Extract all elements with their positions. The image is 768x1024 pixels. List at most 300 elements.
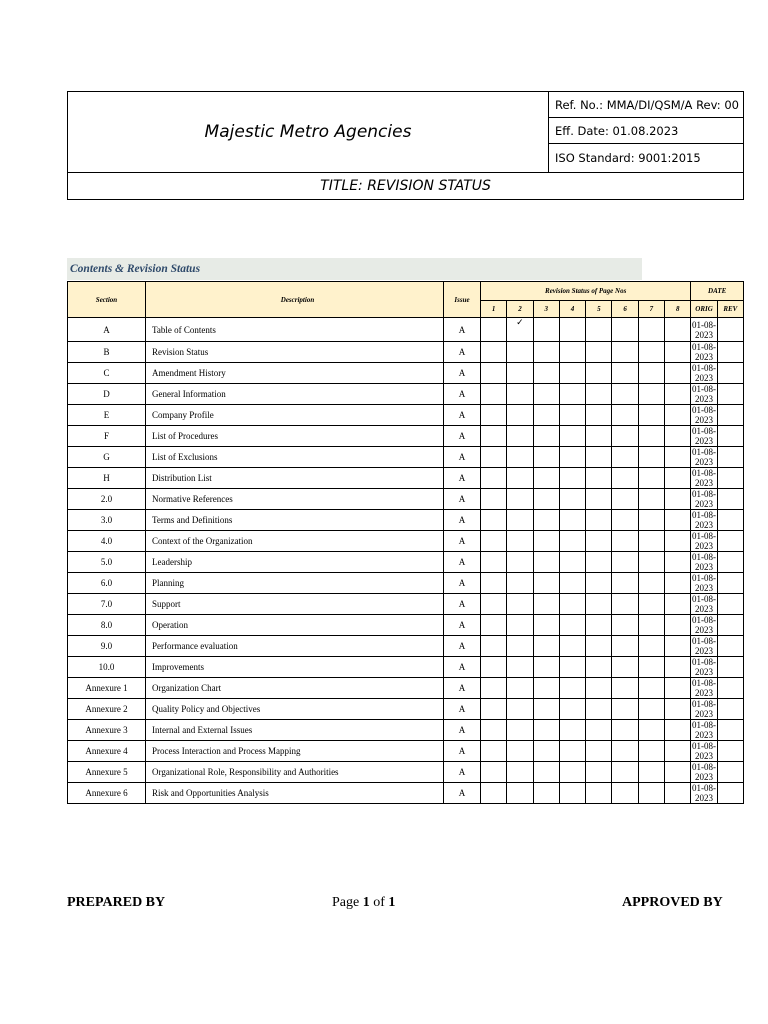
page-status-cell <box>507 342 533 363</box>
page-number-header: 8 <box>665 301 691 318</box>
orig-date-cell: 01-08-2023 <box>692 783 717 803</box>
table-row <box>68 342 744 363</box>
table-row <box>68 699 744 720</box>
page-status-cell <box>586 678 612 699</box>
page-status-cell <box>612 531 638 552</box>
section-cell: 10.0 <box>68 657 146 678</box>
page-status-cell <box>481 699 507 720</box>
page-status-cell <box>507 720 533 741</box>
page-of-word: of <box>369 895 389 910</box>
page-number-header: 7 <box>638 301 664 318</box>
section-cell: 8.0 <box>68 615 146 636</box>
section-cell: 3.0 <box>68 510 146 531</box>
issue-cell: A <box>444 573 481 594</box>
issue-cell: A <box>444 552 481 573</box>
issue-cell: A <box>444 405 481 426</box>
page-status-cell <box>665 489 691 510</box>
page-status-cell <box>481 615 507 636</box>
page-total: 1 <box>388 895 396 910</box>
page-status-cell <box>665 384 691 405</box>
table-row <box>68 615 744 636</box>
page-status-cell <box>665 447 691 468</box>
page-status-cell <box>507 615 533 636</box>
page-status-cell <box>586 342 612 363</box>
page-status-cell <box>559 636 585 657</box>
section-cell: G <box>68 447 146 468</box>
section-cell: 9.0 <box>68 636 146 657</box>
issue-cell: A <box>444 615 481 636</box>
issue-cell: A <box>444 636 481 657</box>
rev-date-cell <box>717 636 743 657</box>
page-status-cell <box>638 384 664 405</box>
page-status-cell <box>638 573 664 594</box>
page-status-cell <box>559 762 585 783</box>
col-section-header: Section <box>68 282 146 318</box>
orig-date-cell: 01-08-2023 <box>692 678 717 698</box>
approved-by-label: APPROVED BY <box>622 895 723 910</box>
page-status-cell <box>533 405 559 426</box>
rev-date-cell <box>717 531 743 552</box>
page-status-cell <box>507 783 533 804</box>
page-status-cell <box>665 762 691 783</box>
table-row <box>68 384 744 405</box>
page-status-cell <box>559 510 585 531</box>
rev-date-cell <box>717 552 743 573</box>
page-status-cell <box>612 636 638 657</box>
page-status-cell <box>533 762 559 783</box>
section-cell: 6.0 <box>68 573 146 594</box>
issue-cell: A <box>444 762 481 783</box>
page-status-cell <box>481 531 507 552</box>
issue-cell: A <box>444 783 481 804</box>
orig-date-cell: 01-08-2023 <box>692 426 717 446</box>
page-status-cell <box>612 447 638 468</box>
page-status-cell <box>665 699 691 720</box>
page-status-cell <box>665 573 691 594</box>
page-status-cell <box>612 699 638 720</box>
page-status-cell <box>638 468 664 489</box>
orig-date-cell: 01-08-2023 <box>692 762 717 782</box>
page-status-cell <box>507 318 533 342</box>
page-status-cell <box>638 531 664 552</box>
page-status-cell <box>559 426 585 447</box>
page-status-cell <box>481 573 507 594</box>
page-status-cell <box>481 468 507 489</box>
page-status-cell <box>481 342 507 363</box>
rev-date-cell <box>717 699 743 720</box>
page-status-cell <box>665 594 691 615</box>
page-status-cell <box>559 594 585 615</box>
orig-date-cell: 01-08-2023 <box>692 699 717 719</box>
page-status-cell <box>533 741 559 762</box>
orig-date-cell: 01-08-2023 <box>692 720 717 740</box>
page-status-cell <box>638 594 664 615</box>
page-status-cell <box>665 678 691 699</box>
rev-date-cell <box>717 573 743 594</box>
page-status-cell <box>559 783 585 804</box>
page-status-cell <box>612 657 638 678</box>
rev-date-cell <box>717 678 743 699</box>
rev-date-cell <box>717 657 743 678</box>
page-status-cell <box>507 636 533 657</box>
page-status-cell <box>533 636 559 657</box>
page-status-cell <box>481 447 507 468</box>
rev-date-cell <box>717 594 743 615</box>
document-title: TITLE: REVISION STATUS <box>68 172 743 199</box>
orig-date-cell: 01-08-2023 <box>692 384 717 404</box>
page-status-cell <box>586 552 612 573</box>
page-status-cell <box>665 426 691 447</box>
page-status-cell <box>559 678 585 699</box>
orig-date-cell: 01-08-2023 <box>692 510 717 530</box>
issue-cell: A <box>444 657 481 678</box>
table-row <box>68 363 744 384</box>
page-number-header: 1 <box>481 301 507 318</box>
page-status-cell <box>586 468 612 489</box>
page-status-cell <box>533 531 559 552</box>
description-cell: Organizational Role, Responsibility and Authorities <box>146 762 444 783</box>
table-row <box>68 468 744 489</box>
page-word: Page <box>332 895 363 910</box>
rev-date-cell <box>717 405 743 426</box>
rev-date-cell <box>717 447 743 468</box>
orig-date-cell: 01-08-2023 <box>692 363 717 383</box>
page-status-cell <box>612 363 638 384</box>
section-cell: C <box>68 363 146 384</box>
rev-date-cell <box>717 510 743 531</box>
page-status-cell <box>612 552 638 573</box>
rev-date-cell <box>717 489 743 510</box>
page-status-cell <box>559 615 585 636</box>
page-status-cell <box>586 573 612 594</box>
page-status-cell <box>612 384 638 405</box>
page-status-cell <box>533 318 559 342</box>
page-status-cell <box>586 510 612 531</box>
page-status-cell <box>612 762 638 783</box>
table-row <box>68 426 744 447</box>
page-status-cell <box>481 405 507 426</box>
page-status-cell <box>638 657 664 678</box>
issue-cell: A <box>444 363 481 384</box>
issue-cell: A <box>444 468 481 489</box>
page-status-cell <box>665 342 691 363</box>
page-status-cell <box>507 510 533 531</box>
table-row <box>68 552 744 573</box>
table-row <box>68 594 744 615</box>
section-cell: Annexure 1 <box>68 678 146 699</box>
page-status-cell <box>533 342 559 363</box>
page-status-cell <box>559 720 585 741</box>
page-status-cell <box>612 489 638 510</box>
issue-cell: A <box>444 699 481 720</box>
section-heading: Contents & Revision Status <box>67 258 642 280</box>
page-status-cell <box>586 405 612 426</box>
page-status-cell <box>533 720 559 741</box>
page-status-cell <box>559 318 585 342</box>
section-cell: A <box>68 318 146 342</box>
rev-date-cell <box>717 426 743 447</box>
page-status-cell <box>533 783 559 804</box>
page-status-cell <box>612 405 638 426</box>
issue-cell: A <box>444 384 481 405</box>
page-status-cell <box>533 468 559 489</box>
page-status-cell <box>586 615 612 636</box>
page-status-cell <box>507 678 533 699</box>
page-status-cell <box>481 657 507 678</box>
page-status-cell <box>586 594 612 615</box>
page-status-cell <box>507 405 533 426</box>
orig-date-cell: 01-08-2023 <box>692 552 717 572</box>
issue-cell: A <box>444 318 481 342</box>
page-status-cell <box>507 552 533 573</box>
table-row <box>68 510 744 531</box>
page-status-cell <box>638 783 664 804</box>
table-row <box>68 447 744 468</box>
page-number-header: 3 <box>533 301 559 318</box>
page-status-cell <box>533 573 559 594</box>
page-number-header: 4 <box>559 301 585 318</box>
page-status-cell <box>481 762 507 783</box>
section-cell: 7.0 <box>68 594 146 615</box>
col-description-header: Description <box>146 282 444 318</box>
orig-date-cell: 01-08-2023 <box>692 531 717 551</box>
page-status-cell <box>612 720 638 741</box>
table-row <box>68 720 744 741</box>
page-status-cell <box>559 573 585 594</box>
page-status-cell <box>533 552 559 573</box>
issue-cell: A <box>444 342 481 363</box>
description-cell: Company Profile <box>146 405 444 426</box>
page-status-cell <box>559 552 585 573</box>
issue-cell: A <box>444 741 481 762</box>
col-orig-header: ORIG <box>691 301 717 318</box>
description-cell: Normative References <box>146 489 444 510</box>
col-issue-header: Issue <box>444 282 481 318</box>
description-cell: Amendment History <box>146 363 444 384</box>
page-status-cell <box>559 384 585 405</box>
issue-cell: A <box>444 447 481 468</box>
table-row <box>68 573 744 594</box>
page-status-cell <box>665 783 691 804</box>
section-cell: H <box>68 468 146 489</box>
page-status-cell <box>533 678 559 699</box>
page-status-cell <box>586 363 612 384</box>
page-status-cell <box>638 699 664 720</box>
issue-cell: A <box>444 489 481 510</box>
page-status-cell <box>507 594 533 615</box>
rev-date-cell <box>717 342 743 363</box>
page-status-cell <box>559 468 585 489</box>
page-status-cell <box>481 783 507 804</box>
page-status-cell <box>586 318 612 342</box>
iso-standard: ISO Standard: 9001:2015 <box>555 151 701 165</box>
page-status-cell <box>665 720 691 741</box>
description-cell: Operation <box>146 615 444 636</box>
page-status-cell <box>665 405 691 426</box>
orig-date-cell: 01-08-2023 <box>692 657 717 677</box>
description-cell: Process Interaction and Process Mapping <box>146 741 444 762</box>
page-status-cell <box>507 573 533 594</box>
issue-cell: A <box>444 531 481 552</box>
page-status-cell <box>533 384 559 405</box>
rev-date-cell <box>717 720 743 741</box>
rev-date-cell <box>717 741 743 762</box>
page-status-cell <box>533 363 559 384</box>
page-status-cell <box>507 699 533 720</box>
table-row <box>68 678 744 699</box>
page-status-cell <box>533 447 559 468</box>
page-status-cell <box>586 783 612 804</box>
page-status-cell <box>533 594 559 615</box>
description-cell: Context of the Organization <box>146 531 444 552</box>
page-status-cell <box>507 657 533 678</box>
page-status-cell <box>586 447 612 468</box>
page-status-cell <box>665 636 691 657</box>
table-row <box>68 318 744 342</box>
page-status-cell <box>638 741 664 762</box>
page-status-cell <box>586 741 612 762</box>
table-row <box>68 783 744 804</box>
col-revision-status-header: Revision Status of Page Nos <box>481 282 691 301</box>
ref-number: Ref. No.: MMA/DI/QSM/A Rev: 00 <box>549 92 743 118</box>
page-status-cell <box>665 531 691 552</box>
page-status-cell <box>559 363 585 384</box>
section-cell: D <box>68 384 146 405</box>
page-status-cell <box>481 318 507 342</box>
page-status-cell <box>612 342 638 363</box>
page-status-cell <box>586 489 612 510</box>
page-status-cell <box>612 678 638 699</box>
rev-date-cell <box>717 384 743 405</box>
page-status-cell <box>612 594 638 615</box>
section-cell: Annexure 3 <box>68 720 146 741</box>
page-status-cell <box>586 384 612 405</box>
page-status-cell <box>638 318 664 342</box>
page-number-header: 6 <box>612 301 638 318</box>
page-status-cell <box>665 657 691 678</box>
page-status-cell <box>481 384 507 405</box>
page-status-cell <box>481 741 507 762</box>
page-status-cell <box>507 384 533 405</box>
prepared-by-label: PREPARED BY <box>67 895 166 910</box>
page-status-cell <box>507 363 533 384</box>
page-status-cell <box>559 447 585 468</box>
table-row <box>68 741 744 762</box>
page-status-cell <box>507 468 533 489</box>
page-status-cell <box>638 447 664 468</box>
effective-date: Eff. Date: 01.08.2023 <box>549 118 743 144</box>
issue-cell: A <box>444 678 481 699</box>
description-cell: Internal and External Issues <box>146 720 444 741</box>
orig-date-cell: 01-08-2023 <box>692 489 717 509</box>
page-status-cell <box>586 636 612 657</box>
page-current: 1 <box>362 895 370 910</box>
section-cell: E <box>68 405 146 426</box>
document-meta <box>549 92 743 172</box>
page-status-cell <box>612 510 638 531</box>
page-status-cell <box>638 762 664 783</box>
description-cell: Planning <box>146 573 444 594</box>
section-cell: F <box>68 426 146 447</box>
check-mark-icon: ✓ <box>516 317 524 327</box>
page-status-cell <box>612 573 638 594</box>
description-cell: Quality Policy and Objectives <box>146 699 444 720</box>
section-cell: 2.0 <box>68 489 146 510</box>
page-status-cell <box>638 405 664 426</box>
page-status-cell <box>481 363 507 384</box>
page-status-cell <box>533 489 559 510</box>
section-cell: 4.0 <box>68 531 146 552</box>
page-status-cell <box>559 657 585 678</box>
description-cell: Improvements <box>146 657 444 678</box>
table-row <box>68 405 744 426</box>
rev-date-cell <box>717 363 743 384</box>
page-status-cell <box>665 363 691 384</box>
issue-cell: A <box>444 720 481 741</box>
page-status-cell <box>507 762 533 783</box>
orig-date-cell: 01-08-2023 <box>692 573 717 593</box>
page-status-cell <box>665 318 691 342</box>
table-body <box>68 318 744 804</box>
page-status-cell <box>612 426 638 447</box>
rev-date-cell <box>717 468 743 489</box>
orig-date-cell: 01-08-2023 <box>692 594 717 614</box>
page-status-cell <box>586 426 612 447</box>
description-cell: Distribution List <box>146 468 444 489</box>
page-status-cell <box>481 720 507 741</box>
table-row <box>68 531 744 552</box>
page-status-cell <box>507 531 533 552</box>
orig-date-cell: 01-08-2023 <box>692 741 717 761</box>
page-number-header: 2 <box>507 301 533 318</box>
page-status-cell <box>638 342 664 363</box>
section-cell: Annexure 2 <box>68 699 146 720</box>
page-status-cell <box>586 531 612 552</box>
issue-cell: A <box>444 594 481 615</box>
page-status-cell <box>586 657 612 678</box>
page-status-cell <box>481 636 507 657</box>
page-status-cell <box>481 678 507 699</box>
page-status-cell <box>559 489 585 510</box>
description-cell: General Information <box>146 384 444 405</box>
page-status-cell <box>533 426 559 447</box>
page-status-cell <box>612 468 638 489</box>
document-header <box>67 91 744 200</box>
description-cell: Revision Status <box>146 342 444 363</box>
rev-date-cell <box>717 783 743 804</box>
table-row <box>68 636 744 657</box>
page-status-cell <box>559 342 585 363</box>
issue-cell: A <box>444 510 481 531</box>
description-cell: Risk and Opportunities Analysis <box>146 783 444 804</box>
description-cell: Support <box>146 594 444 615</box>
page-status-cell <box>612 615 638 636</box>
company-name: Majestic Metro Agencies <box>68 92 549 172</box>
description-cell: List of Exclusions <box>146 447 444 468</box>
page-status-cell <box>507 489 533 510</box>
page-status-cell <box>559 741 585 762</box>
page-status-cell <box>481 552 507 573</box>
page-status-cell <box>665 510 691 531</box>
page-status-cell <box>481 489 507 510</box>
page-status-cell <box>638 720 664 741</box>
orig-date-cell: 01-08-2023 <box>692 447 717 467</box>
page-status-cell <box>481 594 507 615</box>
orig-date-cell: 01-08-2023 <box>692 405 717 425</box>
page-status-cell <box>638 678 664 699</box>
table-row <box>68 657 744 678</box>
description-cell: List of Procedures <box>146 426 444 447</box>
